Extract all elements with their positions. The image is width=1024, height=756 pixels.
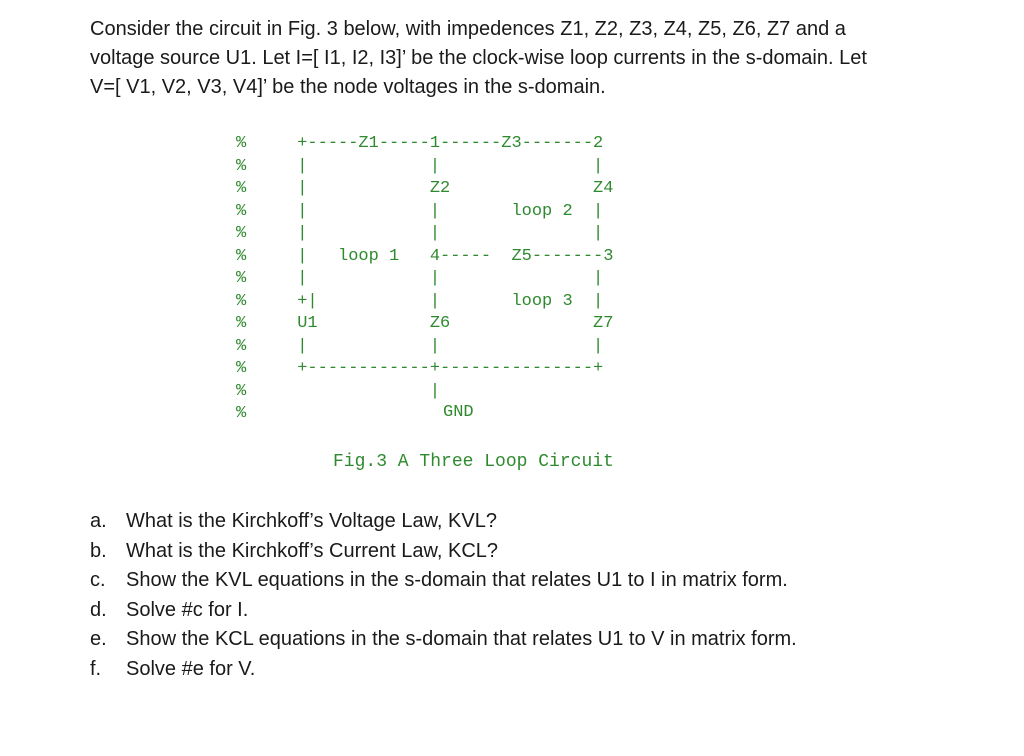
intro-line-2: voltage source U1. Let I=[ I1, I2, I3]’ be the clock-wise loop currents in the s-domain. Let <box>90 47 867 69</box>
list-item <box>90 507 797 537</box>
list-item <box>90 625 797 655</box>
question-letter: e. <box>90 628 107 650</box>
question-list <box>90 507 797 684</box>
question-letter: a. <box>90 510 107 532</box>
question-letter: b. <box>90 539 107 562</box>
list-item <box>90 596 797 626</box>
question-text: Solve #e for V. <box>126 657 256 680</box>
list-item <box>90 566 797 596</box>
circuit-ascii-diagram: % +-----Z1-----1------Z3-------2 % | | | % | Z2 Z4 % | | loop 2 | % | | | % | loop 1 4----- Z5-------3 % | | | % +| | loop 3 | % U1 Z6 Z7 % | | | % +------------+---------------+ % | % <box>236 134 614 423</box>
question-text: Show the KCL equations in the s-domain that relates U1 to V in matrix form. <box>126 628 797 650</box>
question-text: What is the Kirchkoff’s Current Law, KCL? <box>126 539 499 562</box>
intro-line-3: V=[ V1, V2, V3, V4]’ be the node voltages in the s-domain. <box>90 76 606 98</box>
question-text: What is the Kirchkoff’s Voltage Law, KVL? <box>126 510 497 532</box>
question-text: Solve #c for I. <box>126 598 249 621</box>
question-letter: c. <box>90 569 106 591</box>
question-letter: f. <box>90 657 102 680</box>
list-item <box>90 655 797 685</box>
question-text: Show the KVL equations in the s-domain that relates U1 to I in matrix form. <box>126 569 788 591</box>
question-letter: d. <box>90 598 107 621</box>
problem-statement <box>90 15 990 102</box>
ground-label: GND <box>443 403 474 422</box>
intro-line-1: Consider the circuit in Fig. 3 below, with impedences Z1, Z2, Z3, Z4, Z5, Z6, Z7 and a <box>90 18 846 40</box>
list-item <box>90 537 797 567</box>
figure-caption: Fig.3 A Three Loop Circuit <box>333 452 614 472</box>
